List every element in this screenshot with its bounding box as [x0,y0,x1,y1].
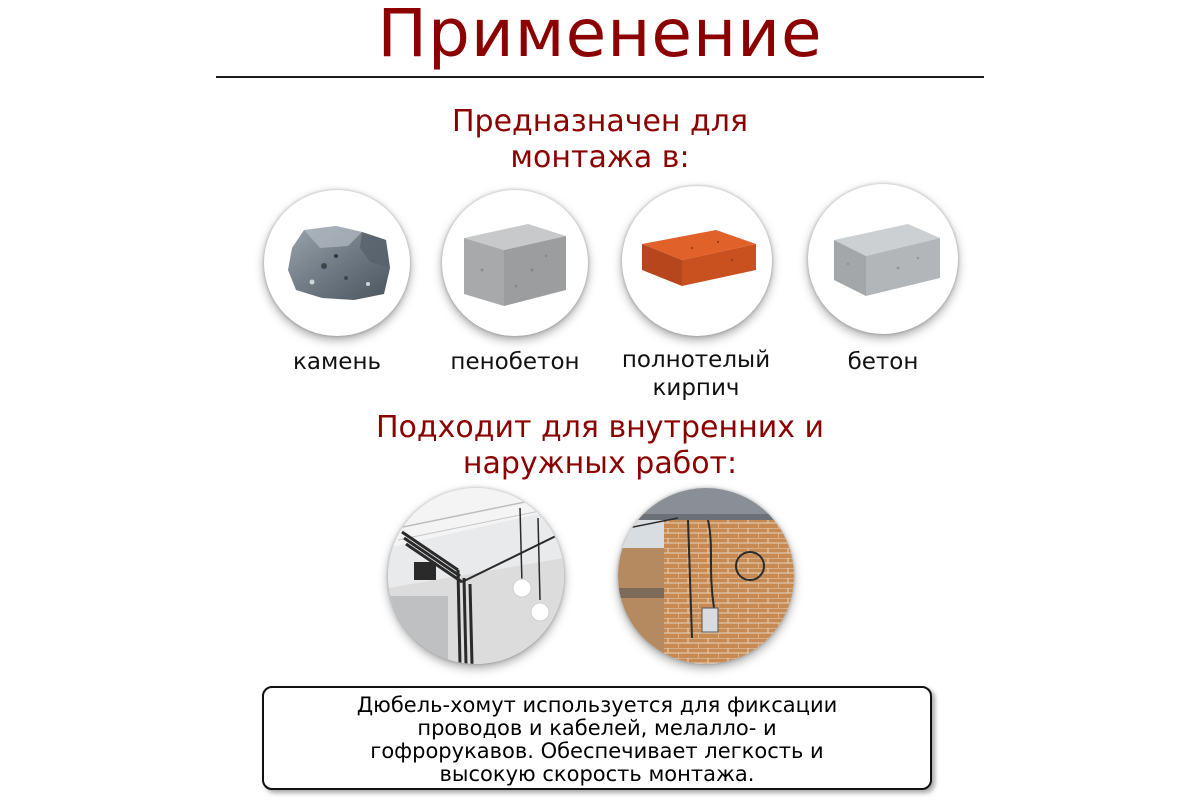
description-line3: гофрорукавов. Обеспечивает легкость и [370,739,824,763]
red-brick-image [622,186,772,336]
material-label-brick-line2: кирпич [652,375,740,401]
mount-heading-line2: монтажа в: [510,140,690,175]
description-line4: высокую скорость монтажа. [439,762,755,786]
description-line2: проводов и кабелей, мелалло- и [417,716,777,740]
interior-wiring-image [388,488,564,664]
concrete-block-image [808,184,958,334]
use-heading-line1: Подходит для внутренних и [375,410,825,445]
material-label-stone: камень [292,349,382,375]
material-label-brick [606,346,786,402]
material-label-foam-concrete: пенобетон [450,349,580,375]
material-label-concrete: бетон [847,349,919,375]
description-line1: Дюбель-хомут используется для фиксации [356,693,838,717]
foam-concrete-block-image [442,190,588,336]
mount-heading-line1: Предназначен для [451,104,749,139]
use-heading [0,410,1200,482]
mount-heading [0,104,1200,176]
use-heading-line2: наружных работ: [462,446,738,481]
title-divider [216,76,984,78]
description-note [262,686,932,790]
page-title: Применение [377,0,823,72]
stone-image [264,190,410,336]
exterior-brick-wall-image [618,488,794,664]
material-label-brick-line1: полнотелый [621,347,771,373]
